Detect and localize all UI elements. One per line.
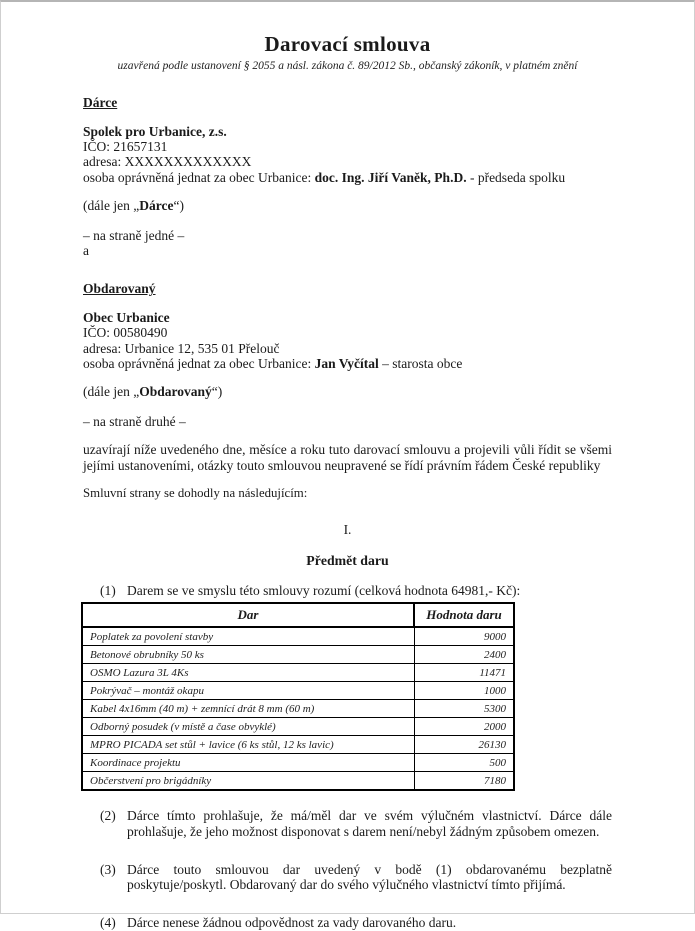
gift-value: 26130: [414, 736, 514, 754]
donee-heading: Obdarovaný: [83, 281, 156, 297]
table-row: [82, 646, 514, 664]
gift-item: Odborný posudek (v místě a čase obvyklé): [82, 718, 414, 736]
donor-ico: IČO: 21657131: [83, 139, 168, 155]
donee-alias-name: Obdarovaný: [139, 384, 212, 400]
gift-value: 500: [414, 754, 514, 772]
gift-value: 11471: [414, 664, 514, 682]
donee-block: [83, 310, 612, 371]
gift-value: 2000: [414, 718, 514, 736]
donor-representative: [83, 170, 612, 185]
donor-rep-suffix: - předseda spolku: [466, 169, 566, 185]
clause-2-number: (2): [100, 808, 116, 824]
gift-item: MPRO PICADA set stůl + lavice (6 ks stůl, 12 ks lavic): [82, 736, 414, 754]
donee-alias-prefix: (dále jen „: [83, 384, 140, 400]
table-row: [82, 700, 514, 718]
document-title: Darovací smlouva: [264, 32, 431, 56]
donor-alias-prefix: (dále jen „: [83, 197, 140, 213]
donor-block: [83, 124, 612, 185]
gift-value: 5300: [414, 700, 514, 718]
clause-3: [83, 862, 612, 894]
clause-1-text: Darem se ve smyslu této smlouvy rozumí (celková hodnota 64981,- Kč):: [127, 583, 521, 599]
donor-alias-suffix: “): [173, 197, 184, 213]
gift-item: Poplatek za povolení stavby: [82, 627, 414, 646]
table-row: [82, 754, 514, 772]
article-heading: Předmět daru: [306, 553, 389, 569]
table-header-row: [82, 603, 514, 627]
donor-name: Spolek pro Urbanice, z.s.: [83, 124, 227, 139]
gift-item: Občerstvení pro brigádníky: [82, 772, 414, 791]
gift-item: Betonové obrubníky 50 ks: [82, 646, 414, 664]
gift-item: OSMO Lazura 3L 4Ks: [82, 664, 414, 682]
table-row: [82, 627, 514, 646]
gift-value: 9000: [414, 627, 514, 646]
donee-ico: IČO: 00580490: [83, 325, 168, 341]
clause-3-number: (3): [100, 861, 116, 877]
table-row: [82, 664, 514, 682]
clause-1-number: (1): [100, 583, 116, 599]
gift-value: 7180: [414, 772, 514, 791]
table-row: [82, 736, 514, 754]
donor-alias-name: Dárce: [139, 197, 174, 213]
column-header-hodnota: Hodnota daru: [414, 603, 514, 627]
gift-item: Pokrývač – montáž okapu: [82, 682, 414, 700]
donor-side-label: – na straně jedné –: [83, 227, 185, 243]
donor-alias: [83, 198, 612, 214]
donor-rep-prefix: osoba oprávněná jednat za obec Urbanice:: [83, 169, 315, 185]
clause-3-text: Dárce touto smlouvou dar uvedený v bodě (1) obdarovanému bezplatně poskytuje/poskytl. Obdarovaný dar do svého výlučného vlastnictví tímto přijímá.: [127, 861, 612, 893]
clause-4: [83, 915, 612, 931]
article-numeral: I.: [343, 522, 352, 538]
table-row: [82, 772, 514, 791]
gift-item: Koordinace projektu: [82, 754, 414, 772]
donee-side-label: – na straně druhé –: [83, 414, 186, 430]
table-row: [82, 718, 514, 736]
clause-4-number: (4): [100, 915, 116, 931]
donee-name: Obec Urbanice: [83, 310, 170, 326]
gift-value: 2400: [414, 646, 514, 664]
conjunction: a: [83, 243, 89, 259]
agreement-line: Smluvní strany se dohodly na následujícím:: [83, 486, 308, 501]
gift-table-header: [82, 603, 514, 627]
gift-item: Kabel 4x16mm (40 m) + zemnící drát 8 mm (60 m): [82, 700, 414, 718]
donee-address: adresa: Urbanice 12, 535 01 Přelouč: [83, 340, 280, 356]
gift-table-body: [82, 627, 514, 790]
clause-4-text: Dárce nenese žádnou odpovědnost za vady darovaného daru.: [127, 915, 457, 931]
table-row: [82, 682, 514, 700]
gift-value-table: [81, 602, 515, 791]
donee-alias: [83, 384, 612, 400]
clause-2: [83, 808, 612, 840]
donee-alias-suffix: “): [211, 384, 223, 400]
donor-address: adresa: XXXXXXXXXXXXX: [83, 154, 252, 170]
clause-1: [83, 583, 612, 599]
donee-rep-suffix: – starosta obce: [378, 355, 463, 371]
column-header-dar: Dar: [82, 603, 414, 627]
donor-heading: Dárce: [83, 95, 118, 110]
donee-rep-prefix: osoba oprávněná jednat za obec Urbanice:: [83, 355, 315, 371]
preamble-paragraph: uzavírají níže uvedeného dne, měsíce a roku tuto darovací smlouvu a projevili vůli řídit se všemi jejími ustanoveními, otázky touto smlouvou neupravené se řídí právním řádem České republiky: [83, 442, 612, 473]
clause-2-text: Dárce tímto prohlašuje, že má/měl dar ve svém výlučném vlastnictví. Dárce dále prohlašuje, že jeho možnost disponovat s darem není/nebyl žádným způsobem omezen.: [127, 808, 612, 839]
donor-rep-name: doc. Ing. Jiří Vaněk, Ph.D.: [314, 169, 467, 185]
donee-representative: [83, 356, 612, 371]
donee-rep-name: Jan Vyčítal: [314, 355, 379, 371]
document-subtitle: uzavřená podle ustanovení § 2055 a násl. zákona č. 89/2012 Sb., občanský zákoník, v platném znění: [117, 60, 578, 72]
gift-value: 1000: [414, 682, 514, 700]
